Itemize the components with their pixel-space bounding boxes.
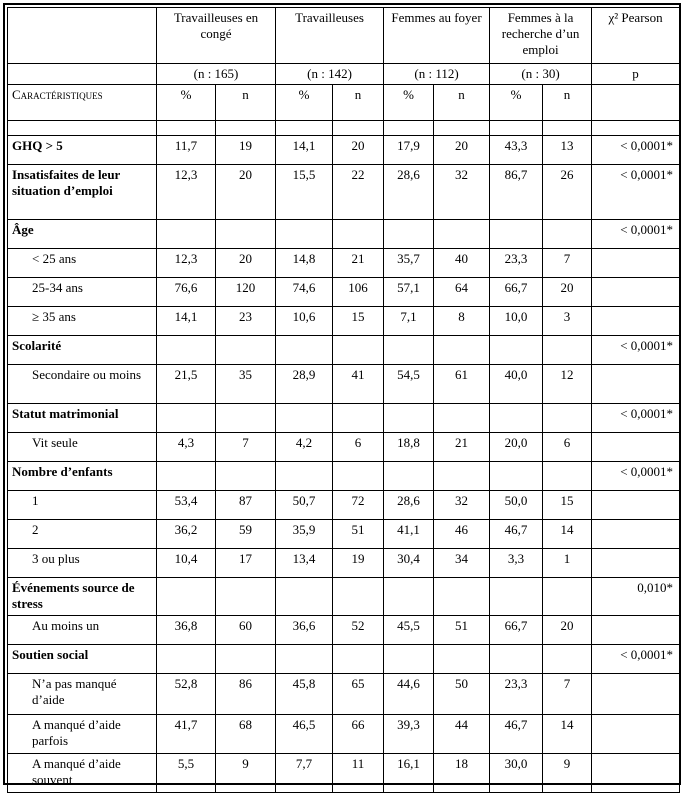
- pct-header: %: [157, 85, 216, 121]
- n-cell: 13: [543, 136, 592, 165]
- table-row: [8, 616, 680, 645]
- p-value-cell: [592, 715, 680, 754]
- pct-cell: 46,7: [490, 715, 543, 754]
- pct-cell: 41,7: [157, 715, 216, 754]
- pct-cell: 28,9: [276, 365, 333, 404]
- n-cell: 20: [543, 616, 592, 645]
- n-cell: 46: [434, 520, 490, 549]
- pct-cell: 13,4: [276, 549, 333, 578]
- n-cell: 61: [434, 365, 490, 404]
- pct-cell: 20,0: [490, 433, 543, 462]
- pct-cell: 44,6: [384, 674, 434, 715]
- pct-cell: [490, 645, 543, 674]
- pct-cell: [384, 404, 434, 433]
- group-header-chi2: χ² Pearson: [592, 8, 680, 64]
- pct-cell: 40,0: [490, 365, 543, 404]
- table-row: [8, 462, 680, 491]
- row-label: Insatisfaites de leur situation d’emploi: [8, 165, 157, 220]
- row-label: N’a pas manqué d’aide: [8, 674, 157, 715]
- n-cell: 11: [333, 754, 384, 793]
- table-row: [8, 549, 680, 578]
- pct-cell: 10,6: [276, 307, 333, 336]
- n-cell: 66: [333, 715, 384, 754]
- n-cell: 40: [434, 249, 490, 278]
- n-cell: [434, 336, 490, 365]
- n-header: n: [434, 85, 490, 121]
- pct-cell: 4,3: [157, 433, 216, 462]
- p-value-cell: [592, 616, 680, 645]
- pct-cell: 35,7: [384, 249, 434, 278]
- group-header-femmes-recherche: Femmes à la recherche d’un emploi: [490, 8, 592, 64]
- n-cell: 65: [333, 674, 384, 715]
- pct-cell: 14,1: [157, 307, 216, 336]
- pct-cell: 76,6: [157, 278, 216, 307]
- row-label: Vit seule: [8, 433, 157, 462]
- row-label: ≥ 35 ans: [8, 307, 157, 336]
- pct-cell: [384, 336, 434, 365]
- row-label: Au moins un: [8, 616, 157, 645]
- p-value-cell: [592, 754, 680, 793]
- p-value-cell: [592, 249, 680, 278]
- pct-cell: 14,1: [276, 136, 333, 165]
- pct-cell: 5,5: [157, 754, 216, 793]
- pct-cell: [276, 404, 333, 433]
- pct-cell: [490, 462, 543, 491]
- n-cell: 6: [543, 433, 592, 462]
- table-row: [8, 136, 680, 165]
- pct-cell: 74,6: [276, 278, 333, 307]
- table-row: [8, 645, 680, 674]
- row-label: Soutien social: [8, 645, 157, 674]
- n-cell: (n : 142): [276, 64, 384, 85]
- n-cell: [216, 220, 276, 249]
- pct-cell: 50,0: [490, 491, 543, 520]
- group-header-femmes-foyer: Femmes au foyer: [384, 8, 490, 64]
- pct-cell: [157, 578, 216, 616]
- n-cell: 51: [333, 520, 384, 549]
- n-cell: 7: [543, 674, 592, 715]
- n-cell: 86: [216, 674, 276, 715]
- n-cell: (n : 30): [490, 64, 592, 85]
- table-row: [8, 520, 680, 549]
- pct-cell: 45,5: [384, 616, 434, 645]
- n-cell: 50: [434, 674, 490, 715]
- table-row: [8, 754, 680, 793]
- pct-cell: [490, 404, 543, 433]
- pct-cell: 12,3: [157, 165, 216, 220]
- pct-cell: 21,5: [157, 365, 216, 404]
- pct-cell: 53,4: [157, 491, 216, 520]
- pct-header: %: [276, 85, 333, 121]
- pct-cell: 41,1: [384, 520, 434, 549]
- pct-cell: [490, 578, 543, 616]
- p-value-cell: [592, 491, 680, 520]
- n-cell: [543, 645, 592, 674]
- n-header: n: [216, 85, 276, 121]
- row-label: 25-34 ans: [8, 278, 157, 307]
- p-value-cell: [592, 365, 680, 404]
- row-label: A manqué d’aide parfois: [8, 715, 157, 754]
- spacer-row: [8, 121, 680, 136]
- n-header: n: [333, 85, 384, 121]
- n-cell: (n : 112): [384, 64, 490, 85]
- table-row: [8, 336, 680, 365]
- table-row: [8, 220, 680, 249]
- n-cell: 7: [543, 249, 592, 278]
- pct-cell: 30,4: [384, 549, 434, 578]
- pct-cell: [384, 578, 434, 616]
- n-cell: 32: [434, 491, 490, 520]
- pct-cell: 35,9: [276, 520, 333, 549]
- p-value-cell: [592, 307, 680, 336]
- n-cell: 26: [543, 165, 592, 220]
- n-cell: 106: [333, 278, 384, 307]
- n-cell: 68: [216, 715, 276, 754]
- pct-cell: 36,6: [276, 616, 333, 645]
- n-cell: 51: [434, 616, 490, 645]
- header-group-row: [8, 8, 680, 64]
- n-cell: 14: [543, 520, 592, 549]
- corner-cell: [8, 8, 157, 64]
- n-cell: [216, 645, 276, 674]
- pct-cell: [276, 462, 333, 491]
- n-cell: 7: [216, 433, 276, 462]
- n-cell: 20: [434, 136, 490, 165]
- n-cell: 18: [434, 754, 490, 793]
- row-label: 3 ou plus: [8, 549, 157, 578]
- row-label: Statut matrimonial: [8, 404, 157, 433]
- n-cell: [333, 645, 384, 674]
- p-value-cell: < 0,0001*: [592, 404, 680, 433]
- p-header-cell: p: [592, 64, 680, 85]
- n-cell: 14: [543, 715, 592, 754]
- pct-cell: 16,1: [384, 754, 434, 793]
- pct-cell: 43,3: [490, 136, 543, 165]
- n-cell: [434, 645, 490, 674]
- n-cell: 72: [333, 491, 384, 520]
- n-cell: 120: [216, 278, 276, 307]
- pct-cell: 3,3: [490, 549, 543, 578]
- n-cell: 64: [434, 278, 490, 307]
- p-value-cell: < 0,0001*: [592, 645, 680, 674]
- header-sub-row: [8, 85, 680, 121]
- n-cell: 19: [216, 136, 276, 165]
- pct-cell: [384, 645, 434, 674]
- n-cell: [333, 404, 384, 433]
- n-cell: 8: [434, 307, 490, 336]
- p-value-cell: < 0,0001*: [592, 165, 680, 220]
- pct-cell: [157, 336, 216, 365]
- p-value-cell: [592, 520, 680, 549]
- pct-cell: 86,7: [490, 165, 543, 220]
- n-cell: [434, 404, 490, 433]
- pct-cell: 10,4: [157, 549, 216, 578]
- n-cell: 20: [543, 278, 592, 307]
- pct-cell: 46,5: [276, 715, 333, 754]
- pct-cell: 45,8: [276, 674, 333, 715]
- table-row: [8, 674, 680, 715]
- pct-cell: 50,7: [276, 491, 333, 520]
- empty-cell: [8, 64, 157, 85]
- pct-cell: 28,6: [384, 165, 434, 220]
- n-cell: 3: [543, 307, 592, 336]
- n-cell: 32: [434, 165, 490, 220]
- n-cell: 19: [333, 549, 384, 578]
- row-label: 2: [8, 520, 157, 549]
- row-label: Événements source de stress: [8, 578, 157, 616]
- n-cell: 15: [543, 491, 592, 520]
- n-cell: 17: [216, 549, 276, 578]
- n-cell: [333, 578, 384, 616]
- n-cell: 52: [333, 616, 384, 645]
- pct-cell: 15,5: [276, 165, 333, 220]
- pct-cell: 36,8: [157, 616, 216, 645]
- n-cell: 59: [216, 520, 276, 549]
- n-cell: [216, 336, 276, 365]
- pct-cell: 36,2: [157, 520, 216, 549]
- row-label: GHQ > 5: [8, 136, 157, 165]
- pct-cell: 14,8: [276, 249, 333, 278]
- p-value-cell: [592, 674, 680, 715]
- n-cell: 21: [333, 249, 384, 278]
- n-cell: [434, 220, 490, 249]
- pct-cell: 66,7: [490, 278, 543, 307]
- n-cell: 20: [216, 249, 276, 278]
- pct-cell: 57,1: [384, 278, 434, 307]
- n-cell: 41: [333, 365, 384, 404]
- pct-cell: 54,5: [384, 365, 434, 404]
- pct-cell: [276, 336, 333, 365]
- n-cell: [543, 578, 592, 616]
- n-header: n: [543, 85, 592, 121]
- row-label: Âge: [8, 220, 157, 249]
- pct-cell: 4,2: [276, 433, 333, 462]
- n-cell: 12: [543, 365, 592, 404]
- n-cell: [333, 336, 384, 365]
- n-cell: [333, 220, 384, 249]
- n-cell: 6: [333, 433, 384, 462]
- row-label: A manqué d’aide souvent: [8, 754, 157, 793]
- pct-cell: [276, 220, 333, 249]
- n-cell: [543, 220, 592, 249]
- row-label: Nombre d’enfants: [8, 462, 157, 491]
- p-value-cell: < 0,0001*: [592, 462, 680, 491]
- characteristics-label: Caractéristiques: [8, 85, 157, 121]
- pct-cell: 28,6: [384, 491, 434, 520]
- n-cell: 9: [543, 754, 592, 793]
- n-cell: 60: [216, 616, 276, 645]
- pct-cell: 23,3: [490, 249, 543, 278]
- p-value-cell: [592, 549, 680, 578]
- pct-cell: [157, 404, 216, 433]
- table-row: [8, 715, 680, 754]
- pct-cell: 52,8: [157, 674, 216, 715]
- pct-cell: [276, 645, 333, 674]
- pct-cell: 39,3: [384, 715, 434, 754]
- n-cell: [434, 578, 490, 616]
- pct-cell: [157, 220, 216, 249]
- row-label: Secondaire ou moins: [8, 365, 157, 404]
- row-label: < 25 ans: [8, 249, 157, 278]
- pct-cell: [384, 462, 434, 491]
- n-cell: [543, 336, 592, 365]
- n-cell: 21: [434, 433, 490, 462]
- n-cell: 35: [216, 365, 276, 404]
- pct-cell: 7,1: [384, 307, 434, 336]
- pct-cell: 46,7: [490, 520, 543, 549]
- n-cell: (n : 165): [157, 64, 276, 85]
- pct-cell: 17,9: [384, 136, 434, 165]
- n-cell: 44: [434, 715, 490, 754]
- p-value-cell: [592, 278, 680, 307]
- n-cell: [216, 404, 276, 433]
- pct-cell: [157, 645, 216, 674]
- table-row: [8, 165, 680, 220]
- n-cell: [333, 462, 384, 491]
- n-cell: 20: [216, 165, 276, 220]
- n-cell: [216, 578, 276, 616]
- p-value-cell: 0,010*: [592, 578, 680, 616]
- n-cell: 15: [333, 307, 384, 336]
- n-cell: 23: [216, 307, 276, 336]
- row-label: Scolarité: [8, 336, 157, 365]
- n-cell: 1: [543, 549, 592, 578]
- pct-cell: [384, 220, 434, 249]
- pct-cell: 7,7: [276, 754, 333, 793]
- p-value-cell: < 0,0001*: [592, 220, 680, 249]
- empty-cell: [592, 85, 680, 121]
- pct-header: %: [490, 85, 543, 121]
- table-row: [8, 433, 680, 462]
- pct-cell: [276, 578, 333, 616]
- n-cell: [543, 462, 592, 491]
- table-row: [8, 249, 680, 278]
- data-table: [7, 7, 680, 793]
- p-value-cell: [592, 433, 680, 462]
- pct-cell: 11,7: [157, 136, 216, 165]
- n-cell: 87: [216, 491, 276, 520]
- pct-header: %: [384, 85, 434, 121]
- pct-cell: [157, 462, 216, 491]
- n-cell: [216, 462, 276, 491]
- header-n-row: [8, 64, 680, 85]
- n-cell: [543, 404, 592, 433]
- p-value-cell: < 0,0001*: [592, 336, 680, 365]
- n-cell: 34: [434, 549, 490, 578]
- group-header-travailleuses: Travailleuses: [276, 8, 384, 64]
- table-row: [8, 404, 680, 433]
- pct-cell: [490, 220, 543, 249]
- pct-cell: 23,3: [490, 674, 543, 715]
- p-value-cell: < 0,0001*: [592, 136, 680, 165]
- table-row: [8, 365, 680, 404]
- n-cell: 20: [333, 136, 384, 165]
- table-body: [8, 136, 680, 793]
- pct-cell: 12,3: [157, 249, 216, 278]
- table-row: [8, 578, 680, 616]
- group-header-travailleuses-conge: Travailleuses en congé: [157, 8, 276, 64]
- n-cell: 9: [216, 754, 276, 793]
- n-cell: 22: [333, 165, 384, 220]
- pct-cell: 18,8: [384, 433, 434, 462]
- table-row: [8, 491, 680, 520]
- table-row: [8, 307, 680, 336]
- pct-cell: 10,0: [490, 307, 543, 336]
- table-row: [8, 278, 680, 307]
- pct-cell: [490, 336, 543, 365]
- pct-cell: 30,0: [490, 754, 543, 793]
- row-label: 1: [8, 491, 157, 520]
- n-cell: [434, 462, 490, 491]
- pct-cell: 66,7: [490, 616, 543, 645]
